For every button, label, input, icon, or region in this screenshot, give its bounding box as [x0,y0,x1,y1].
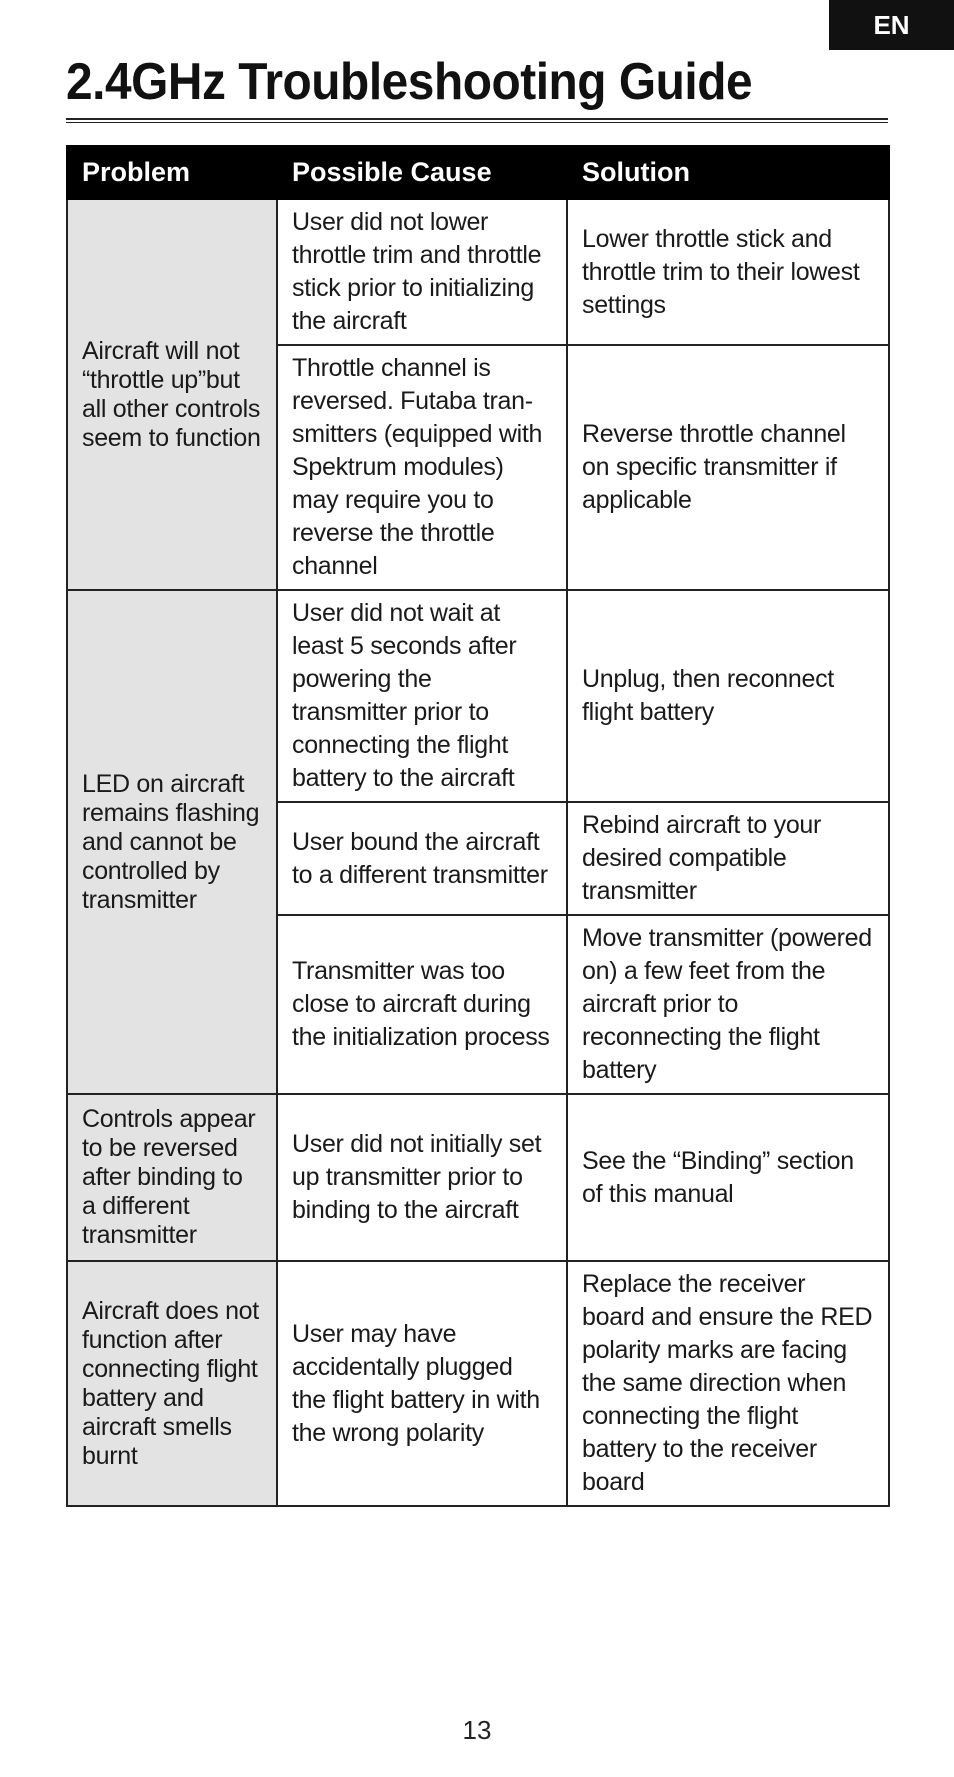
title-divider [66,118,888,123]
table-row [67,1261,889,1506]
solution-cell: See the “Binding” section of this manual [567,1094,889,1261]
column-header-solution: Solution [567,146,889,199]
solution-cell: Move transmitter (powered on) a few feet from the aircraft prior to reconnecting the flight battery [567,915,889,1094]
page-title: 2.4GHz Troubleshooting Guide [66,53,753,111]
cause-cell: User did not lower throttle trim and throttle stick prior to initializing the aircraft [277,199,567,345]
solution-cell: Reverse throttle channel on specific transmitter if applicable [567,345,889,590]
problem-cell: Controls appear to be reversed after binding to a different transmitter [67,1094,277,1261]
problem-cell: LED on aircraft remains flashing and cannot be controlled by transmitter [67,590,277,1094]
column-header-cause: Possible Cause [277,146,567,199]
cause-cell: User did not initially set up transmitter prior to binding to the aircraft [277,1094,567,1261]
page-number: 13 [462,1715,492,1745]
table-header-row [67,146,889,199]
solution-cell: Lower throttle stick and throttle trim to their lowest settings [567,199,889,345]
problem-cell: Aircraft will not “throttle up”but all other controls seem to function [67,199,277,590]
table-row [67,590,889,802]
cause-cell: Throttle channel is reversed. Futaba transmitters (equipped with Spektrum modules) may require you to reverse the throttle channel [277,345,567,590]
solution-cell: Replace the receiver board and ensure the RED polarity marks are facing the same direction when connecting the flight battery to the receiver board [567,1261,889,1506]
problem-cell: Aircraft does not function after connecting flight battery and aircraft smells burnt [67,1261,277,1506]
troubleshooting-table [66,145,890,1507]
language-tab: EN [829,0,954,50]
solution-cell: Unplug, then reconnect flight battery [567,590,889,802]
cause-cell: User may have accidentally plugged the flight battery in with the wrong polarity [277,1261,567,1506]
table-row [67,1094,889,1261]
table-row [67,199,889,345]
cause-cell: User did not wait at least 5 seconds after powering the transmitter prior to connecting the flight battery to the aircraft [277,590,567,802]
solution-cell: Rebind aircraft to your desired compatible transmitter [567,802,889,915]
column-header-problem: Problem [67,146,277,199]
cause-cell: User bound the aircraft to a different transmitter [277,802,567,915]
cause-cell: Transmitter was too close to aircraft during the initialization process [277,915,567,1094]
